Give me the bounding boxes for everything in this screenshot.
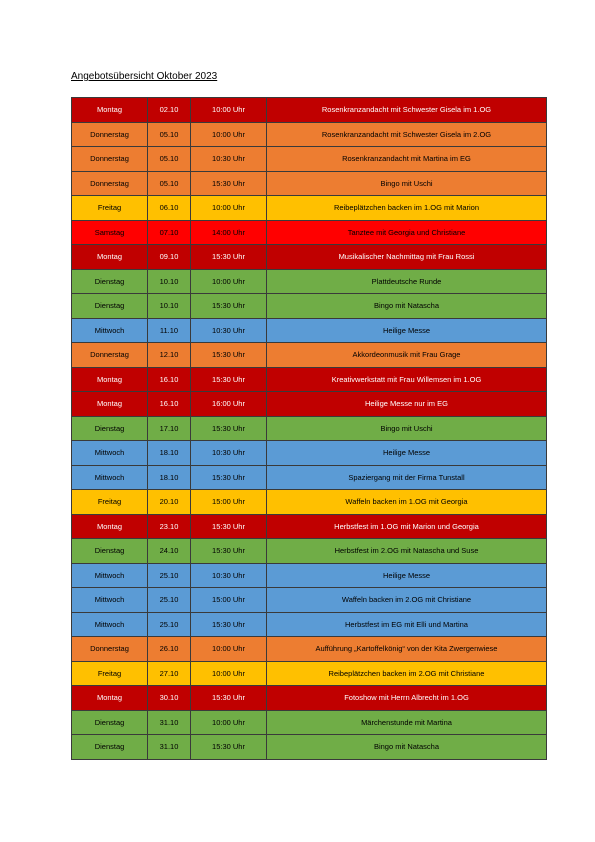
table-row bbox=[72, 465, 547, 490]
time-cell: 10:00 Uhr bbox=[191, 637, 267, 662]
table-row bbox=[72, 392, 547, 417]
event-cell: Tanztee mit Georgia und Christiane bbox=[267, 220, 547, 245]
event-cell: Bingo mit Natascha bbox=[267, 294, 547, 319]
time-cell: 15:30 Uhr bbox=[191, 367, 267, 392]
table-row bbox=[72, 514, 547, 539]
weekday-cell: Donnerstag bbox=[72, 637, 148, 662]
weekday-cell: Mittwoch bbox=[72, 318, 148, 343]
page-title: Angebotsübersicht Oktober 2023 bbox=[71, 71, 218, 82]
date-cell: 26.10 bbox=[148, 637, 191, 662]
table-row bbox=[72, 612, 547, 637]
schedule-body bbox=[72, 98, 547, 760]
schedule-table bbox=[71, 97, 547, 760]
weekday-cell: Donnerstag bbox=[72, 122, 148, 147]
time-cell: 15:00 Uhr bbox=[191, 588, 267, 613]
event-cell: Bingo mit Natascha bbox=[267, 735, 547, 760]
table-row bbox=[72, 98, 547, 123]
weekday-cell: Dienstag bbox=[72, 539, 148, 564]
event-cell: Fotoshow mit Herrn Albrecht im 1.OG bbox=[267, 686, 547, 711]
date-cell: 10.10 bbox=[148, 294, 191, 319]
date-cell: 05.10 bbox=[148, 147, 191, 172]
time-cell: 15:30 Uhr bbox=[191, 343, 267, 368]
date-cell: 20.10 bbox=[148, 490, 191, 515]
time-cell: 15:30 Uhr bbox=[191, 539, 267, 564]
date-cell: 25.10 bbox=[148, 612, 191, 637]
weekday-cell: Montag bbox=[72, 514, 148, 539]
table-row bbox=[72, 490, 547, 515]
event-cell: Reibeplätzchen backen im 2.OG mit Christiane bbox=[267, 661, 547, 686]
event-cell: Herbstfest im 1.OG mit Marion und Georgia bbox=[267, 514, 547, 539]
date-cell: 25.10 bbox=[148, 588, 191, 613]
date-cell: 05.10 bbox=[148, 122, 191, 147]
event-cell: Heilige Messe bbox=[267, 441, 547, 466]
date-cell: 11.10 bbox=[148, 318, 191, 343]
weekday-cell: Donnerstag bbox=[72, 171, 148, 196]
date-cell: 02.10 bbox=[148, 98, 191, 123]
weekday-cell: Mittwoch bbox=[72, 588, 148, 613]
event-cell: Herbstfest im EG mit Elli und Martina bbox=[267, 612, 547, 637]
weekday-cell: Mittwoch bbox=[72, 441, 148, 466]
table-row bbox=[72, 416, 547, 441]
date-cell: 23.10 bbox=[148, 514, 191, 539]
event-cell: Spaziergang mit der Firma Tunstall bbox=[267, 465, 547, 490]
event-cell: Heilige Messe nur im EG bbox=[267, 392, 547, 417]
event-cell: Bingo mit Uschi bbox=[267, 171, 547, 196]
date-cell: 06.10 bbox=[148, 196, 191, 221]
weekday-cell: Dienstag bbox=[72, 269, 148, 294]
time-cell: 10:00 Uhr bbox=[191, 710, 267, 735]
date-cell: 31.10 bbox=[148, 735, 191, 760]
event-cell: Rosenkranzandacht mit Schwester Gisela im 1.OG bbox=[267, 98, 547, 123]
weekday-cell: Freitag bbox=[72, 196, 148, 221]
weekday-cell: Mittwoch bbox=[72, 563, 148, 588]
date-cell: 07.10 bbox=[148, 220, 191, 245]
weekday-cell: Freitag bbox=[72, 661, 148, 686]
date-cell: 25.10 bbox=[148, 563, 191, 588]
table-row bbox=[72, 367, 547, 392]
time-cell: 10:30 Uhr bbox=[191, 318, 267, 343]
weekday-cell: Montag bbox=[72, 367, 148, 392]
time-cell: 15:30 Uhr bbox=[191, 294, 267, 319]
table-row bbox=[72, 441, 547, 466]
time-cell: 10:30 Uhr bbox=[191, 441, 267, 466]
time-cell: 15:30 Uhr bbox=[191, 245, 267, 270]
time-cell: 10:00 Uhr bbox=[191, 661, 267, 686]
date-cell: 16.10 bbox=[148, 367, 191, 392]
date-cell: 16.10 bbox=[148, 392, 191, 417]
table-row bbox=[72, 563, 547, 588]
table-row bbox=[72, 220, 547, 245]
weekday-cell: Mittwoch bbox=[72, 612, 148, 637]
date-cell: 09.10 bbox=[148, 245, 191, 270]
event-cell: Heilige Messe bbox=[267, 563, 547, 588]
weekday-cell: Montag bbox=[72, 686, 148, 711]
time-cell: 16:00 Uhr bbox=[191, 392, 267, 417]
table-row bbox=[72, 710, 547, 735]
event-cell: Aufführung „Kartoffelkönig“ von der Kita Zwergenwiese bbox=[267, 637, 547, 662]
weekday-cell: Samstag bbox=[72, 220, 148, 245]
table-row bbox=[72, 294, 547, 319]
date-cell: 10.10 bbox=[148, 269, 191, 294]
time-cell: 10:00 Uhr bbox=[191, 196, 267, 221]
event-cell: Kreativwerkstatt mit Frau Willemsen im 1.OG bbox=[267, 367, 547, 392]
time-cell: 10:00 Uhr bbox=[191, 98, 267, 123]
table-row bbox=[72, 147, 547, 172]
event-cell: Bingo mit Uschi bbox=[267, 416, 547, 441]
table-row bbox=[72, 269, 547, 294]
time-cell: 15:30 Uhr bbox=[191, 514, 267, 539]
time-cell: 15:30 Uhr bbox=[191, 735, 267, 760]
weekday-cell: Dienstag bbox=[72, 710, 148, 735]
event-cell: Plattdeutsche Runde bbox=[267, 269, 547, 294]
weekday-cell: Montag bbox=[72, 98, 148, 123]
time-cell: 15:30 Uhr bbox=[191, 416, 267, 441]
event-cell: Märchenstunde mit Martina bbox=[267, 710, 547, 735]
table-row bbox=[72, 171, 547, 196]
weekday-cell: Montag bbox=[72, 245, 148, 270]
event-cell: Heilige Messe bbox=[267, 318, 547, 343]
time-cell: 15:30 Uhr bbox=[191, 612, 267, 637]
weekday-cell: Dienstag bbox=[72, 735, 148, 760]
weekday-cell: Montag bbox=[72, 392, 148, 417]
weekday-cell: Mittwoch bbox=[72, 465, 148, 490]
time-cell: 10:00 Uhr bbox=[191, 269, 267, 294]
time-cell: 10:30 Uhr bbox=[191, 563, 267, 588]
date-cell: 18.10 bbox=[148, 465, 191, 490]
date-cell: 30.10 bbox=[148, 686, 191, 711]
time-cell: 15:30 Uhr bbox=[191, 171, 267, 196]
event-cell: Rosenkranzandacht mit Schwester Gisela im 2.OG bbox=[267, 122, 547, 147]
table-row bbox=[72, 122, 547, 147]
weekday-cell: Donnerstag bbox=[72, 343, 148, 368]
time-cell: 10:30 Uhr bbox=[191, 147, 267, 172]
table-row bbox=[72, 539, 547, 564]
time-cell: 15:30 Uhr bbox=[191, 686, 267, 711]
date-cell: 17.10 bbox=[148, 416, 191, 441]
time-cell: 15:00 Uhr bbox=[191, 490, 267, 515]
event-cell: Musikalischer Nachmittag mit Frau Rossi bbox=[267, 245, 547, 270]
weekday-cell: Dienstag bbox=[72, 294, 148, 319]
table-row bbox=[72, 318, 547, 343]
time-cell: 14:00 Uhr bbox=[191, 220, 267, 245]
event-cell: Akkordeonmusik mit Frau Grage bbox=[267, 343, 547, 368]
weekday-cell: Donnerstag bbox=[72, 147, 148, 172]
table-row bbox=[72, 686, 547, 711]
event-cell: Waffeln backen im 1.OG mit Georgia bbox=[267, 490, 547, 515]
event-cell: Herbstfest im 2.OG mit Natascha und Suse bbox=[267, 539, 547, 564]
weekday-cell: Freitag bbox=[72, 490, 148, 515]
date-cell: 31.10 bbox=[148, 710, 191, 735]
date-cell: 05.10 bbox=[148, 171, 191, 196]
time-cell: 10:00 Uhr bbox=[191, 122, 267, 147]
event-cell: Reibeplätzchen backen im 1.OG mit Marion bbox=[267, 196, 547, 221]
table-row bbox=[72, 343, 547, 368]
table-row bbox=[72, 637, 547, 662]
date-cell: 24.10 bbox=[148, 539, 191, 564]
date-cell: 18.10 bbox=[148, 441, 191, 466]
table-row bbox=[72, 196, 547, 221]
event-cell: Waffeln backen im 2.OG mit Christiane bbox=[267, 588, 547, 613]
date-cell: 12.10 bbox=[148, 343, 191, 368]
table-row bbox=[72, 588, 547, 613]
table-row bbox=[72, 735, 547, 760]
event-cell: Rosenkranzandacht mit Martina im EG bbox=[267, 147, 547, 172]
table-row bbox=[72, 661, 547, 686]
weekday-cell: Dienstag bbox=[72, 416, 148, 441]
time-cell: 15:30 Uhr bbox=[191, 465, 267, 490]
date-cell: 27.10 bbox=[148, 661, 191, 686]
table-row bbox=[72, 245, 547, 270]
